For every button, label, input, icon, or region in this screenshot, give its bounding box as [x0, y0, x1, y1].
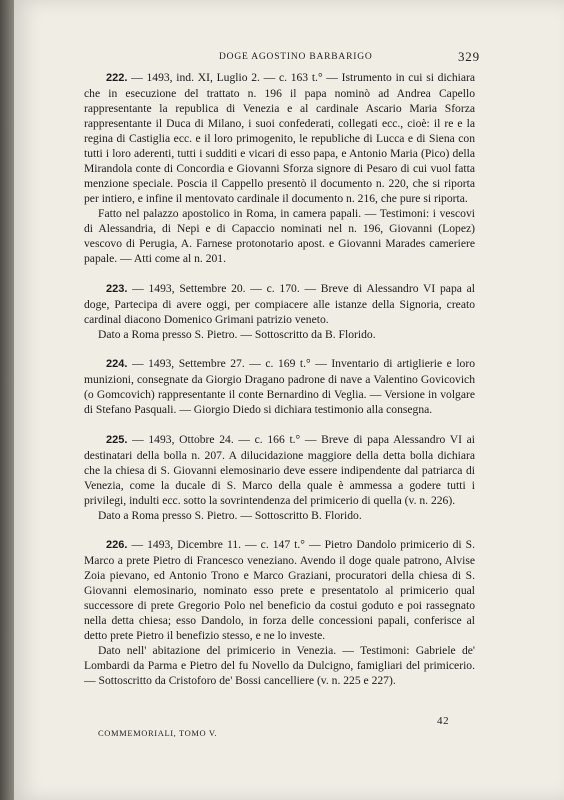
entry-paragraph: [84, 327, 475, 342]
entry-paragraph: [84, 643, 475, 688]
entry-text: Dato a Roma presso S. Pietro. — Sottoscritto B. Florido.: [98, 508, 362, 522]
entry-paragraph: [84, 432, 475, 508]
entry-paragraph: [84, 206, 475, 266]
entry-paragraph: [84, 508, 475, 523]
entry-number: 226.: [106, 539, 128, 551]
entry-number: 225.: [106, 433, 128, 446]
document-page: [14, 0, 564, 800]
entry-224: [84, 356, 475, 417]
entry-text: Fatto nel palazzo apostolico in Roma, in camera papali. — Testimoni: i vescovi di Alessandria, di Nepi e di Capaccio nominati nel n. 196, Giovanni (Lopez) vescovo di Perugia, A. Farnese protonotario apost. e Giovanni Marades cameriere papale. — Atti come al n. 201.: [84, 207, 475, 265]
entry-number: 224.: [106, 358, 128, 370]
entry-225: [84, 432, 475, 523]
entry-paragraph: [84, 70, 475, 206]
signature-mark: 42: [437, 715, 450, 727]
entry-paragraph: [84, 356, 475, 417]
entry-223: [84, 281, 475, 342]
entry-text: Dato nell' abitazione del primicerio in Venezia. — Testimoni: Gabriele de' Lombardi da Parma e Pietro del fu Novello da Dulcigno, famigliari del primicerio. — Sottoscritto da Cristoforo de' Bossi cancelliere (v. n. 225 e 227).: [84, 644, 475, 687]
entry-text: — 1493, ind. XI, Luglio 2. — c. 163 t.° — Istrumento in cui si dichiara che in esecuzione del trattato n. 196 il papa nominò ad Andrea Capello rappresentante la republica di Venezia e al cardinale Ascario Maria Sforza rappresentante il Duca di Milano, i suoi confederati, collegati ecc., cioè: il re e la regina di Castiglia ecc. e il loro primogenito, le republiche di Lucca e di Siena con tutti i loro aderenti, tutti i sudditi e vicari di esso papa, e Antonio Maria (Pico) della Mirandola conte di Concordia e Giovanni Sforza signore di Pesaro di cui vuol fatta menzione speciale. Poscia il Cappello presentò il documento n. 220, che si riporta per intiero, e infine il mentovato cardinale il documento n. 216, che pure si riporta.: [84, 71, 475, 205]
entry-text: — 1493, Settembre 27. — c. 169 t.° — Inventario di artiglierie e loro munizioni, consegnate da Giorgio Dragano padrone di nave a Valentino Govicovich (o Gomcovich) rappresentante il conte Bernardino di Veglia. — Versione in volgare di Stefano Pasquali. — Giorgio Diedo si dichiara testimonio alla consegna.: [84, 357, 476, 416]
entry-number: 223.: [106, 282, 128, 295]
entry-226: [84, 537, 475, 688]
document-body: [84, 70, 475, 703]
page-number: 329: [458, 49, 480, 64]
entry-text: — 1493, Ottobre 24. — c. 166 t.° — Breve di papa Alessandro VI ai destinatari della bolla n. 207. A dilucidazione maggiore della detta bolla dichiara che la chiesa di S. Giovanni elemosinario deve essere indipendente dal patriarca di Venezia, come la ducale di S. Marco della quale è ammessa a godere tutti i privilegi, indulti ecc. sotto la sovrintendenza del primicerio di quella (v. n. 226).: [84, 432, 476, 507]
entry-text: — 1493, Dicembre 11. — c. 147 t.° — Pietro Dandolo primicerio di S. Marco a prete Pietro di Francesco veneziano. Avendo il doge quale patrono, Alvise Zoia pievano, ed Antonio Trono e Marco Graziani, procuratori della chiesa di S. Giovanni elemosinario, nominato esso prete e presentatolo al primicerio qual successore di prete Gregorio Polo nel beneficio da costui goduto e poi rassegnato nella detta chiesa; esso Dandolo, in forza delle concessioni papali, conferisce al detto prete Pietro il benefizio stesso, e ne lo investe.: [84, 538, 476, 642]
running-title: DOGE AGOSTINO BARBARIGO: [219, 52, 373, 62]
entry-text: — 1493, Settembre 20. — c. 170. — Breve di Alessandro VI papa al doge, Partecipa di avere oggi, per compiacere alle istanze della Signoria, creato cardinal diacono Domenico Grimani patrizio veneto.: [84, 281, 475, 326]
page-gutter-shadow: [0, 0, 14, 800]
entry-text: Dato a Roma presso S. Pietro. — Sottoscritto da B. Florido.: [98, 327, 376, 341]
volume-title: COMMEMORIALI, TOMO V.: [98, 728, 218, 738]
entry-number: 222.: [106, 72, 128, 84]
entry-222: [84, 70, 475, 266]
entry-paragraph: [84, 537, 475, 643]
entry-paragraph: [84, 281, 475, 327]
